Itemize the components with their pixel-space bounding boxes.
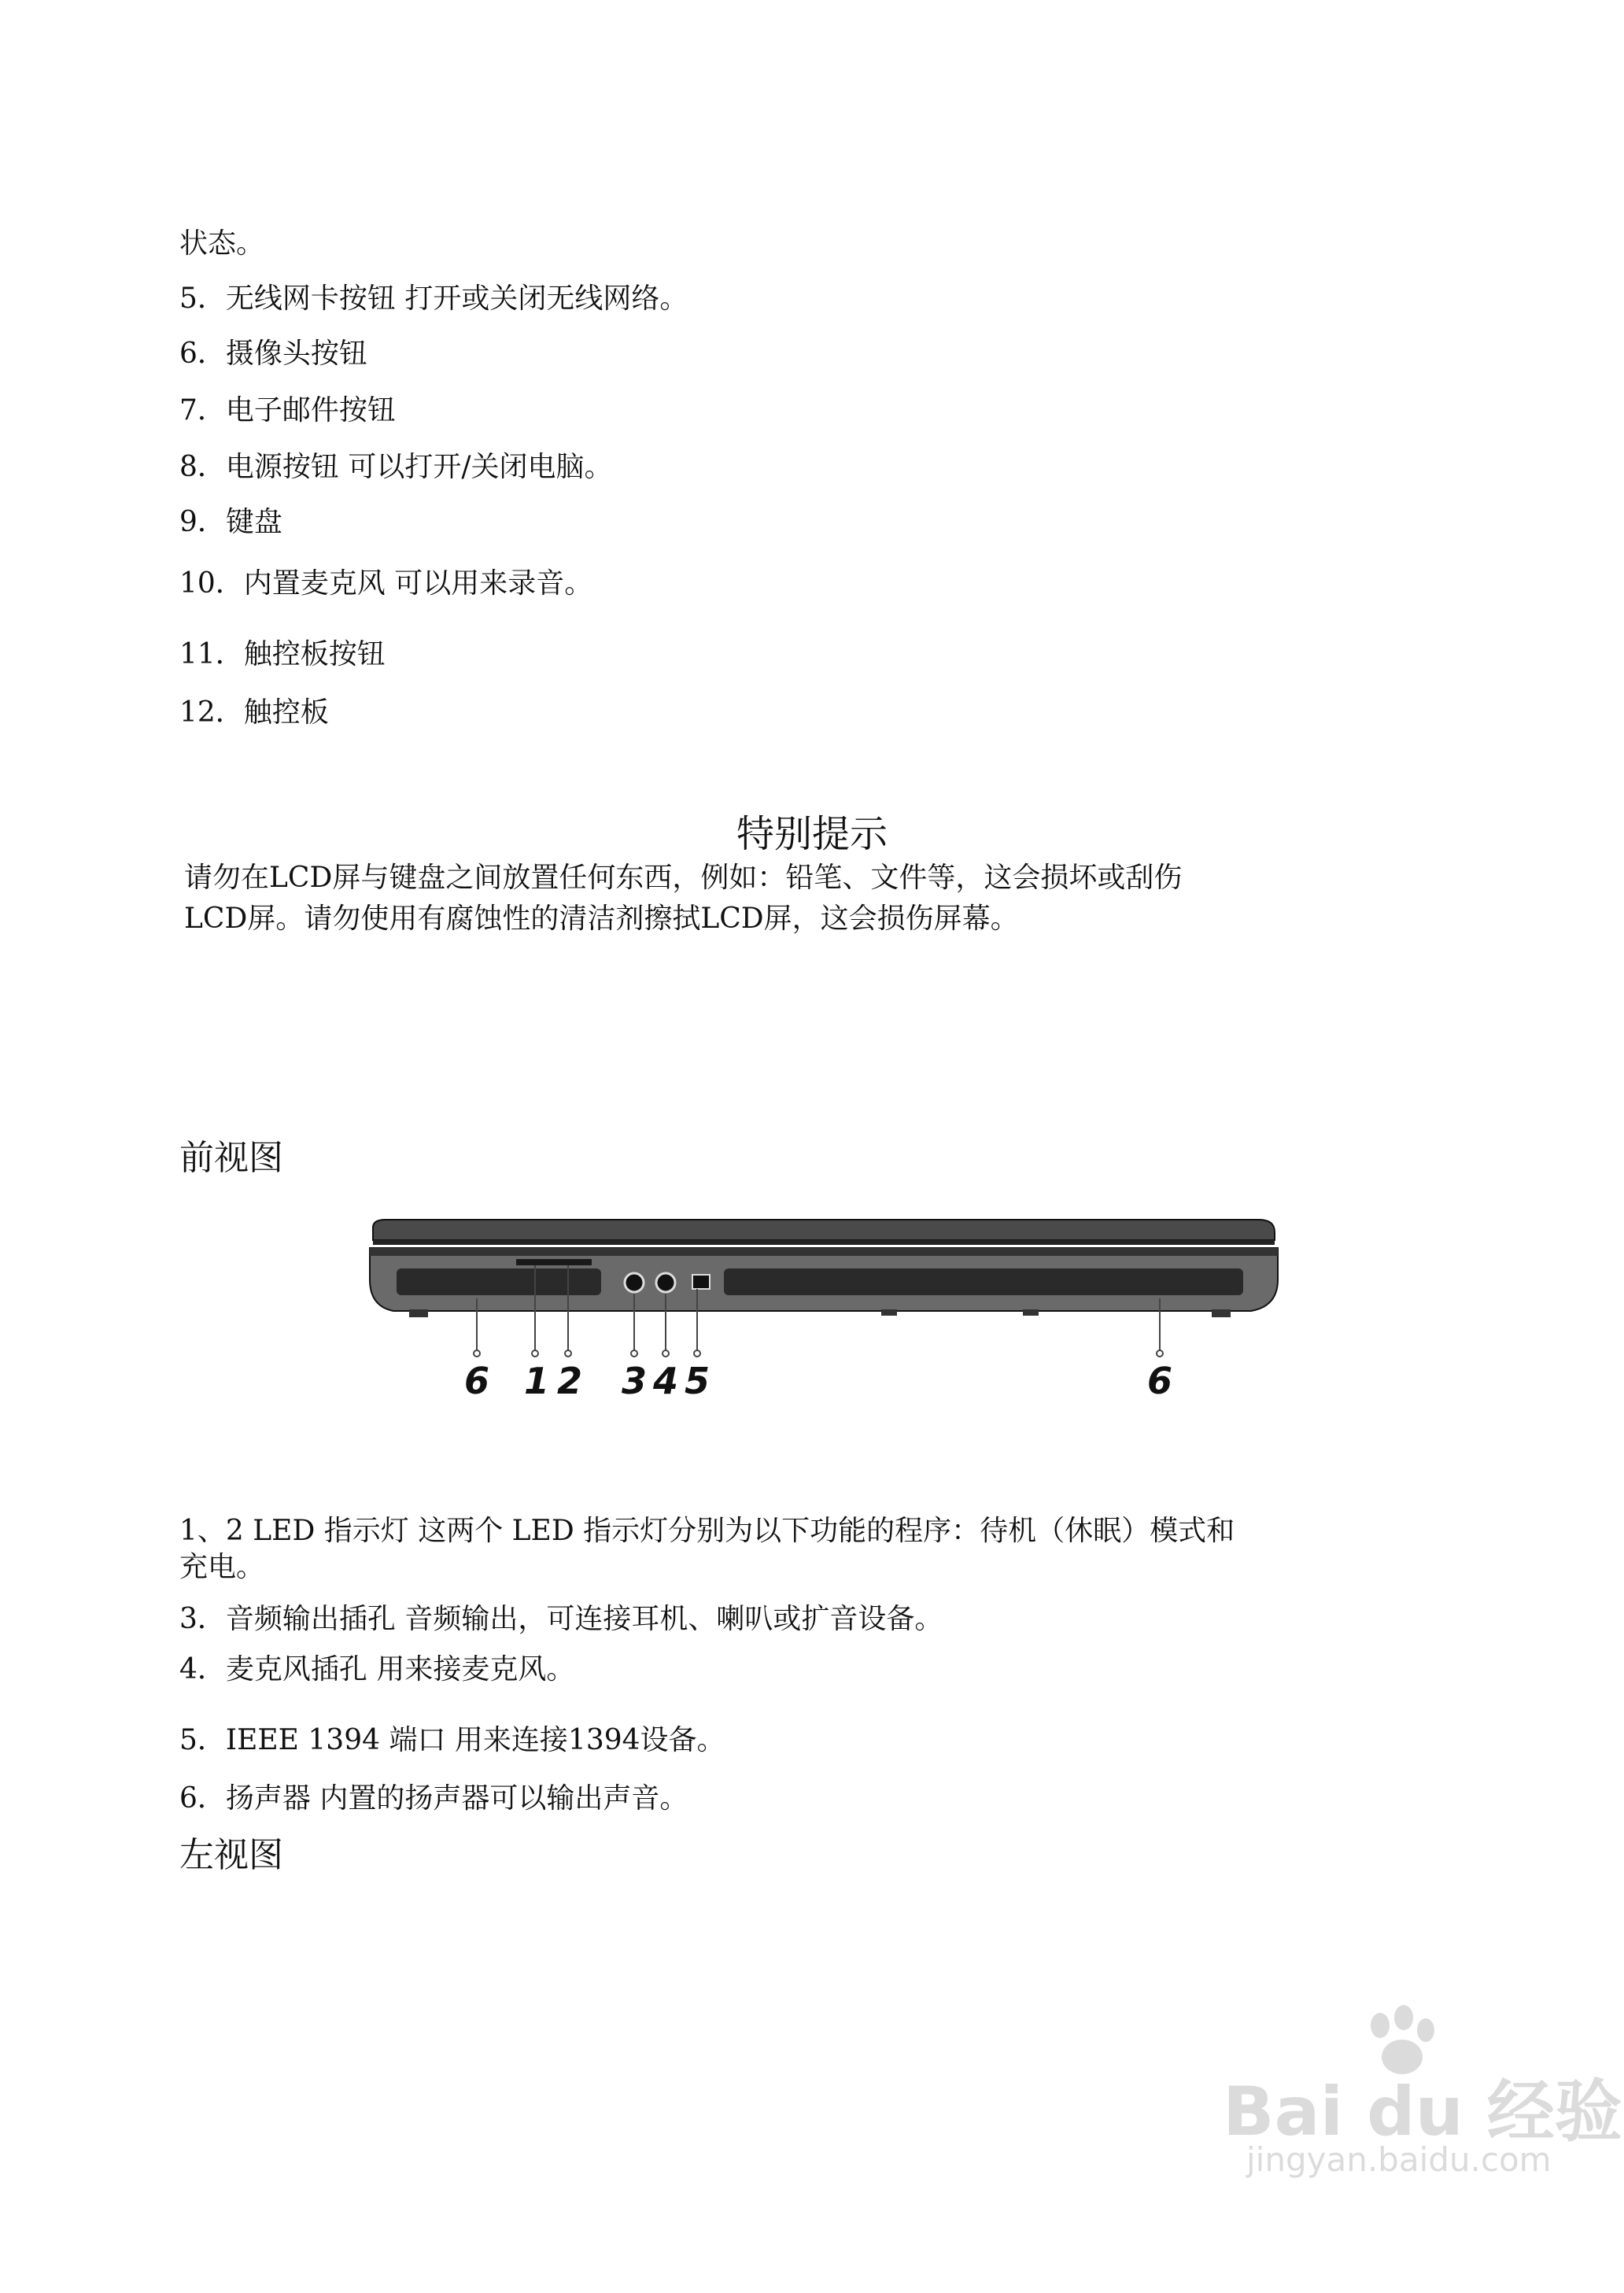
list-item: 7．电子邮件按钮 — [179, 394, 396, 426]
list-item: 9．键盘 — [179, 506, 282, 538]
figure-label: 3 — [622, 1360, 648, 1402]
list-item: 6．扬声器 内置的扬声器可以输出声音。 — [179, 1782, 688, 1815]
list-item: 状态。 — [179, 227, 265, 260]
list-item: 6．摄像头按钮 — [179, 338, 367, 370]
figure-label: 5 — [685, 1360, 710, 1402]
left-view-heading: 左视图 — [179, 1835, 283, 1875]
watermark — [1160, 2002, 1622, 2179]
notice-text-line: LCD屏。请勿使用有腐蚀性的清洁剂擦拭LCD屏，这会损伤屏幕。 — [184, 903, 1019, 935]
list-item: 11．触控板按钮 — [179, 638, 386, 670]
list-item: 5．IEEE 1394 端口 用来连接1394设备。 — [179, 1724, 725, 1756]
list-item: 8．电源按钮 可以打开/关闭电脑。 — [179, 451, 613, 483]
list-item: 4．麦克风插孔 用来接麦克风。 — [179, 1653, 575, 1686]
front-view-figure — [362, 1212, 1290, 1416]
watermark-url: jingyan.baidu.com — [1246, 2140, 1552, 2179]
notice-text-line: 请勿在LCD屏与键盘之间放置任何东西，例如：铅笔、文件等，这会损坏或刮伤 — [184, 862, 1183, 894]
notice-title: 特别提示 — [736, 812, 888, 856]
list-item: 12．触控板 — [179, 696, 329, 729]
list-item: 充电。 — [179, 1551, 265, 1583]
figure-label: 1 — [524, 1360, 550, 1402]
list-item: 3．音频输出插孔 音频输出，可连接耳机、喇叭或扩音设备。 — [179, 1603, 943, 1635]
figure-label: 2 — [557, 1360, 583, 1402]
list-item: 5．无线网卡按钮 打开或关闭无线网络。 — [179, 282, 688, 315]
figure-label: 6 — [1147, 1360, 1173, 1402]
figure-label: 4 — [653, 1360, 679, 1402]
list-item: 10．内置麦克风 可以用来录音。 — [179, 567, 593, 600]
watermark-brand: Bai du 经验 — [1223, 2073, 1622, 2151]
list-item: 1、2 LED 指示灯 这两个 LED 指示灯分别为以下功能的程序：待机（休眠）模式和 — [179, 1515, 1235, 1547]
front-view-heading: 前视图 — [179, 1138, 283, 1178]
figure-label: 6 — [464, 1360, 490, 1402]
